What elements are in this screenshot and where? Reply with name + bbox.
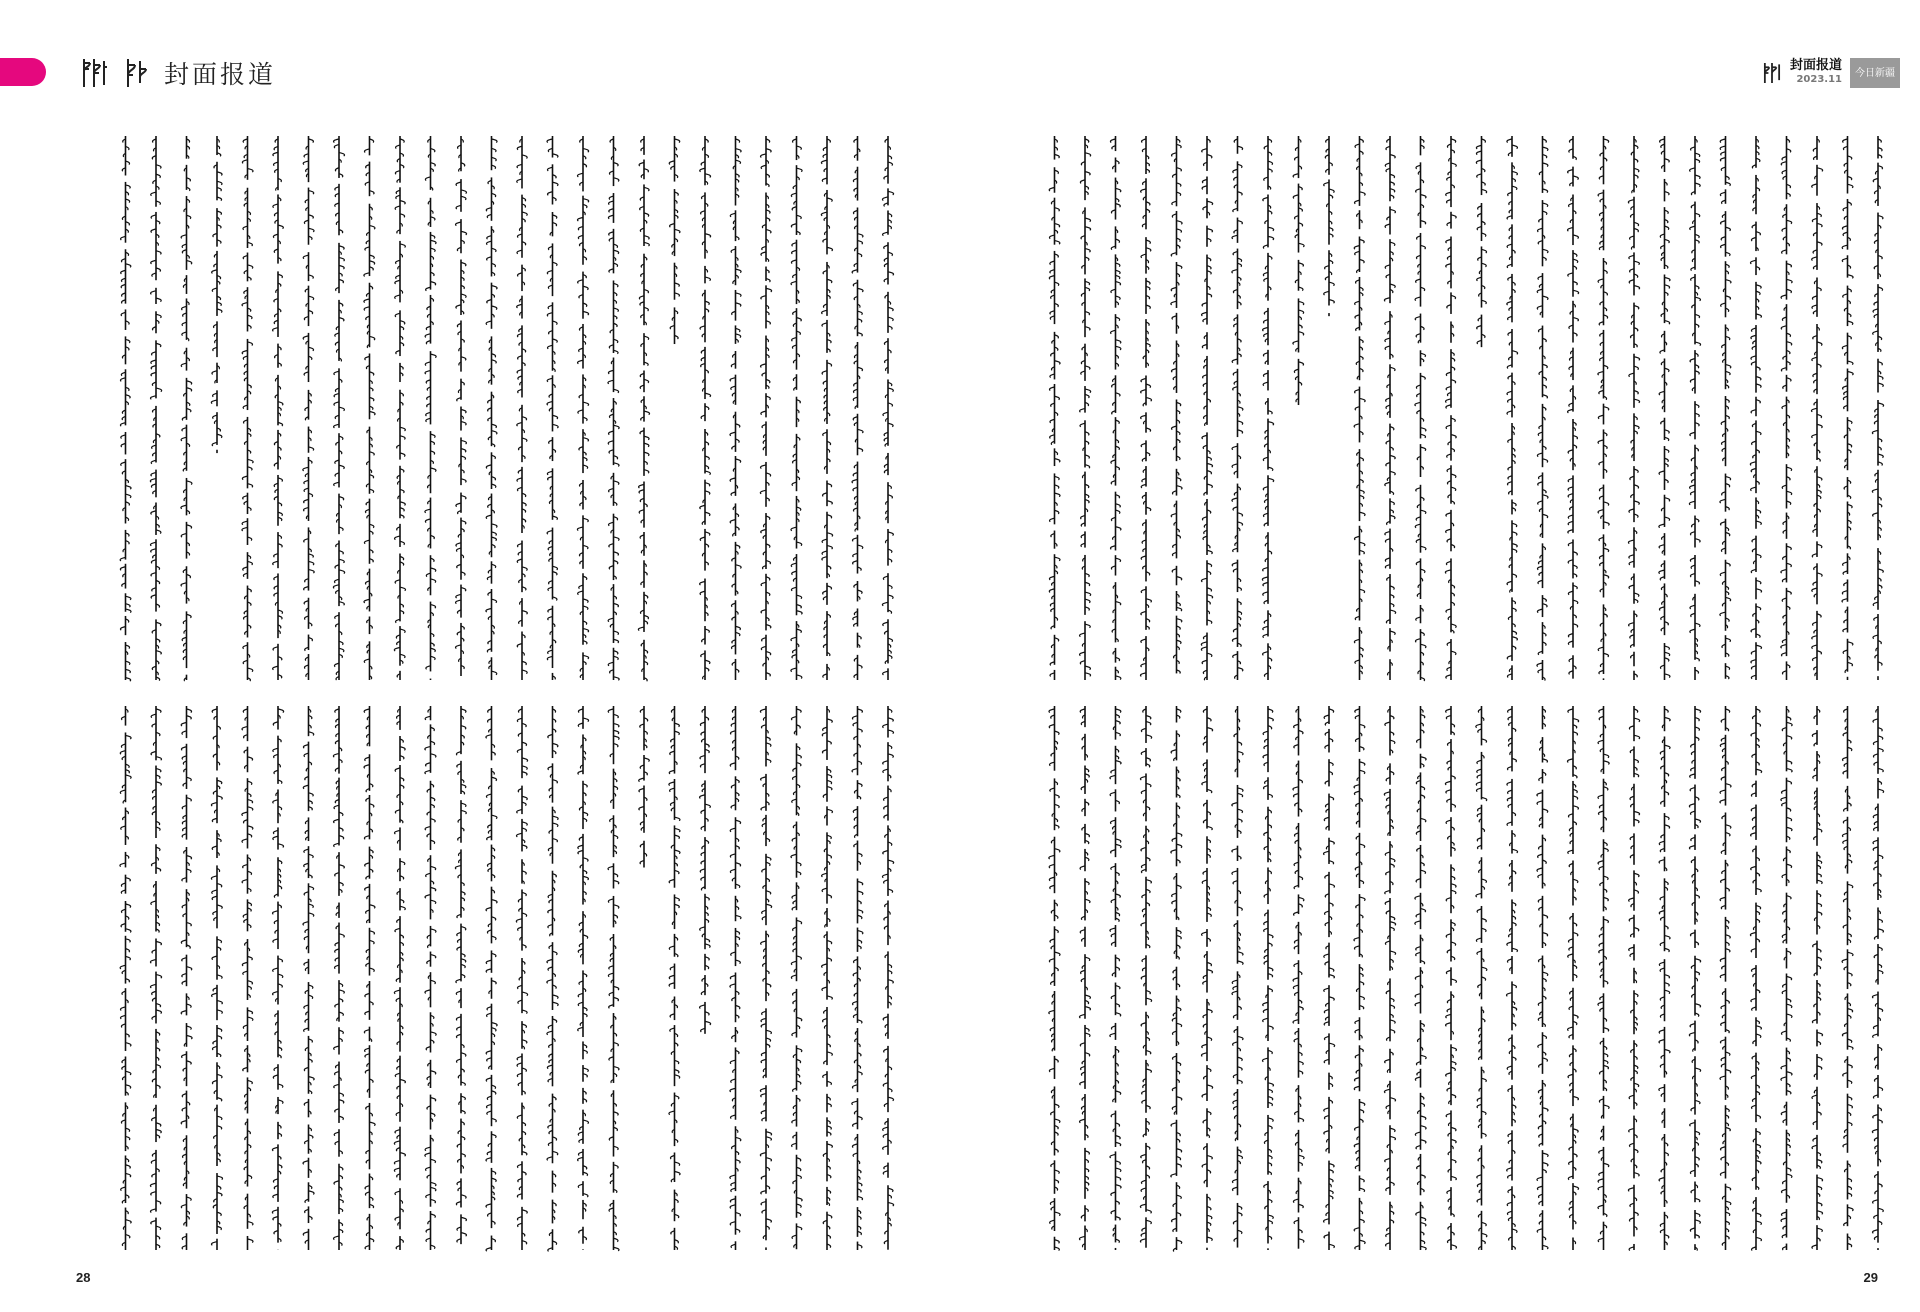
text-column [1720, 136, 1731, 679]
logo-text: 今日新疆 [1855, 67, 1895, 79]
text-column [852, 136, 863, 680]
issue-date: 2023.11 [1796, 74, 1842, 85]
left-page-lower-text [80, 700, 900, 1260]
text-column [394, 706, 405, 1250]
text-column [1811, 136, 1822, 680]
text-column [486, 136, 497, 680]
text-column [333, 136, 344, 680]
text-column [1750, 706, 1761, 1251]
text-column [211, 706, 222, 1250]
mongolian-script-heading-icon [122, 57, 150, 89]
text-column [1812, 706, 1823, 1250]
text-column [1659, 136, 1670, 680]
text-column [1079, 706, 1090, 1250]
text-column [1598, 136, 1609, 680]
text-column [1506, 706, 1517, 1250]
text-column [547, 136, 558, 680]
text-column [638, 136, 649, 681]
left-page-upper-text [80, 130, 900, 690]
text-column [181, 706, 192, 1250]
text-column [1689, 706, 1700, 1251]
right-page-lower-text [1030, 700, 1890, 1260]
text-column [1445, 136, 1456, 680]
text-column [608, 136, 619, 680]
text-column [1232, 706, 1243, 1248]
text-column [425, 136, 436, 680]
text-column [1537, 706, 1548, 1250]
text-column [1415, 706, 1426, 1250]
text-column [760, 136, 771, 680]
text-column [760, 706, 771, 1250]
text-column [1628, 706, 1639, 1250]
publication-logo-icon [1850, 58, 1900, 88]
text-column [700, 706, 711, 1034]
text-column [1080, 136, 1091, 680]
text-column [1354, 136, 1365, 680]
section-title-block [1790, 59, 1842, 87]
text-column [1201, 706, 1212, 1250]
text-column [821, 136, 832, 680]
text-column [1262, 136, 1273, 680]
text-column [1720, 706, 1731, 1250]
text-column [1232, 136, 1243, 680]
left-page-header [80, 56, 276, 90]
text-column [700, 136, 711, 680]
text-column [1842, 136, 1853, 680]
text-column [578, 706, 589, 1250]
right-page-header [1762, 58, 1900, 88]
section-title: 封面报道 [1789, 58, 1842, 73]
text-column [1354, 706, 1365, 1250]
text-column [1140, 136, 1151, 680]
text-column [1415, 136, 1426, 681]
text-column [1598, 706, 1609, 1250]
mongolian-script-heading-icon [80, 57, 108, 89]
text-column [1659, 706, 1670, 1250]
text-column [1171, 706, 1182, 1251]
text-column [1201, 136, 1212, 680]
text-column [1872, 136, 1883, 680]
text-column [1781, 136, 1792, 680]
text-column [1842, 706, 1853, 1250]
text-column [1476, 706, 1487, 1250]
text-column [1689, 136, 1700, 680]
text-column [547, 706, 558, 1251]
text-column [1171, 136, 1182, 673]
text-column [639, 706, 650, 867]
section-color-tab [0, 58, 46, 86]
text-column [730, 136, 741, 680]
text-column [394, 136, 405, 680]
text-column [1781, 706, 1792, 1250]
text-column [1140, 706, 1151, 1248]
text-column [150, 706, 161, 1250]
text-column [273, 136, 284, 680]
text-column [1628, 136, 1639, 680]
text-column [1049, 136, 1060, 680]
text-column [242, 136, 253, 681]
text-column [791, 706, 802, 1249]
mongolian-script-heading-icon [1762, 61, 1782, 85]
text-column [1567, 706, 1578, 1250]
text-column [1293, 706, 1304, 1249]
text-column [150, 136, 161, 681]
text-column [242, 706, 253, 1250]
text-column [1445, 706, 1456, 1250]
text-column [516, 706, 527, 1250]
text-column [1476, 136, 1486, 347]
section-title: 封面报道 [164, 60, 277, 89]
text-column [272, 706, 283, 1250]
text-column [486, 706, 497, 1251]
text-column [1110, 136, 1121, 680]
text-column [1324, 706, 1335, 1250]
text-column [120, 706, 131, 1250]
text-column [333, 706, 344, 1250]
text-column [364, 136, 375, 680]
text-column [1384, 136, 1395, 680]
text-column [517, 136, 528, 680]
page-number-left: 28 [76, 1270, 91, 1285]
text-column [1384, 706, 1395, 1250]
text-column [882, 136, 893, 680]
text-column [730, 706, 741, 1250]
text-column [577, 136, 588, 680]
text-column [120, 136, 131, 681]
page-number-right: 29 [1863, 1270, 1878, 1285]
text-column [303, 136, 314, 680]
text-column [1872, 706, 1883, 1250]
text-column [669, 706, 680, 1250]
text-column [852, 706, 863, 1250]
text-column [608, 706, 619, 1251]
text-column [1110, 706, 1121, 1250]
text-column [1537, 136, 1548, 681]
text-column [1750, 136, 1761, 680]
text-column [425, 706, 436, 1250]
text-column [455, 136, 466, 676]
text-column [181, 136, 192, 681]
text-column [303, 706, 314, 1250]
text-column [211, 136, 222, 453]
text-column [882, 706, 893, 1250]
text-column [455, 706, 466, 1244]
right-page-upper-text [1030, 130, 1890, 690]
text-column [1293, 136, 1304, 405]
text-column [822, 706, 833, 1250]
text-column [1262, 706, 1273, 1250]
text-column [1567, 136, 1578, 679]
text-column [669, 136, 680, 344]
text-column [1049, 706, 1060, 1251]
text-column [791, 136, 802, 680]
text-column [364, 706, 375, 1250]
text-column [1324, 136, 1335, 316]
text-column [1507, 136, 1518, 680]
